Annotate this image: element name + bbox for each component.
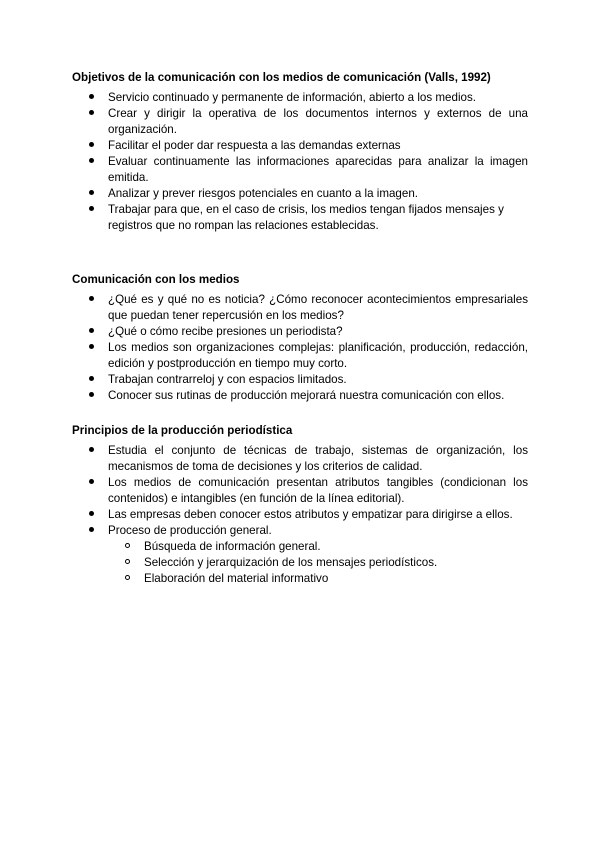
section-heading: Objetivos de la comunicación con los medios de comunicación (Valls, 1992) — [72, 71, 491, 84]
sub-list-item-text: Búsqueda de información general. — [144, 540, 321, 553]
list-item — [72, 443, 528, 475]
list-item — [72, 340, 528, 372]
list-item — [72, 372, 528, 388]
bullet-circle-icon — [122, 555, 132, 571]
list-item — [72, 106, 528, 138]
list-item-text: Facilitar el poder dar respuesta a las demandas externas — [108, 139, 401, 152]
list-item-text: Los medios son organizaciones complejas: planificación, producción, redacción, edición y postproducción en tiempo muy corto. — [108, 341, 528, 370]
list-item — [72, 523, 528, 539]
bullet-dot-icon — [86, 138, 96, 154]
list-item — [72, 186, 528, 202]
bullet-dot-icon — [86, 372, 96, 388]
bullet-dot-icon — [86, 106, 96, 122]
list-item-text: Estudia el conjunto de técnicas de trabajo, sistemas de organización, los mecanismos de toma de decisiones y los criterios de calidad. — [108, 444, 528, 473]
bullet-list — [72, 90, 528, 234]
bullet-dot-icon — [86, 388, 96, 404]
list-item-text: Evaluar continuamente las informaciones aparecidas para analizar la imagen emitida. — [108, 155, 528, 184]
list-item-text: ¿Qué o cómo recibe presiones un periodista? — [108, 325, 343, 338]
bullet-dot-icon — [86, 154, 96, 170]
section-objetivos — [72, 70, 528, 234]
sub-list-item — [108, 571, 528, 587]
bullet-list — [72, 443, 528, 539]
bullet-dot-icon — [86, 186, 96, 202]
list-item — [72, 138, 528, 154]
bullet-dot-icon — [86, 340, 96, 356]
bullet-circle-icon — [122, 539, 132, 555]
list-item-text: ¿Qué es y qué no es noticia? ¿Cómo reconocer acontecimientos empresariales que puedan tener repercusión en los medios? — [108, 293, 528, 322]
list-item-text: Servicio continuado y permanente de información, abierto a los medios. — [108, 91, 476, 104]
bullet-dot-icon — [86, 523, 96, 539]
list-item-text: Conocer sus rutinas de producción mejorará nuestra comunicación con ellos. — [108, 389, 505, 402]
bullet-list — [72, 292, 528, 404]
list-item — [72, 292, 528, 324]
list-item — [72, 202, 528, 234]
list-item — [72, 507, 528, 523]
list-item-text: Las empresas deben conocer estos atributos y empatizar para dirigirse a ellos. — [108, 508, 513, 521]
bullet-dot-icon — [86, 443, 96, 459]
list-item — [72, 154, 528, 186]
bullet-dot-icon — [86, 202, 96, 218]
bullet-dot-icon — [86, 292, 96, 308]
bullet-circle-icon — [122, 571, 132, 587]
section-heading: Principios de la producción periodística — [72, 424, 293, 437]
bullet-dot-icon — [86, 475, 96, 491]
bullet-dot-icon — [86, 90, 96, 106]
section-principios — [72, 423, 528, 587]
list-item-text: Analizar y prever riesgos potenciales en cuanto a la imagen. — [108, 187, 418, 200]
list-item-text: Los medios de comunicación presentan atributos tangibles (condicionan los contenidos) e intangibles (en función de la línea editorial). — [108, 476, 528, 505]
list-item — [72, 388, 528, 404]
list-item — [72, 324, 528, 340]
sub-list-item — [108, 555, 528, 571]
bullet-dot-icon — [86, 324, 96, 340]
section-heading: Comunicación con los medios — [72, 273, 240, 286]
list-item — [72, 475, 528, 507]
bullet-dot-icon — [86, 507, 96, 523]
sub-list-item-text: Elaboración del material informativo — [144, 572, 329, 585]
list-item-text: Proceso de producción general. — [108, 524, 272, 537]
sub-bullet-list — [72, 539, 528, 587]
sub-list-item — [108, 539, 528, 555]
list-item-text: Crear y dirigir la operativa de los documentos internos y externos de una organización. — [108, 107, 528, 136]
list-item-text: Trabajan contrarreloj y con espacios limitados. — [108, 373, 347, 386]
sub-list-item-text: Selección y jerarquización de los mensajes periodísticos. — [144, 556, 438, 569]
list-item-text: Trabajar para que, en el caso de crisis, los medios tengan fijados mensajes y registros que no rompan las relaciones establecidas. — [108, 203, 504, 232]
section-comunicacion-medios — [72, 272, 528, 404]
list-item — [72, 90, 528, 106]
